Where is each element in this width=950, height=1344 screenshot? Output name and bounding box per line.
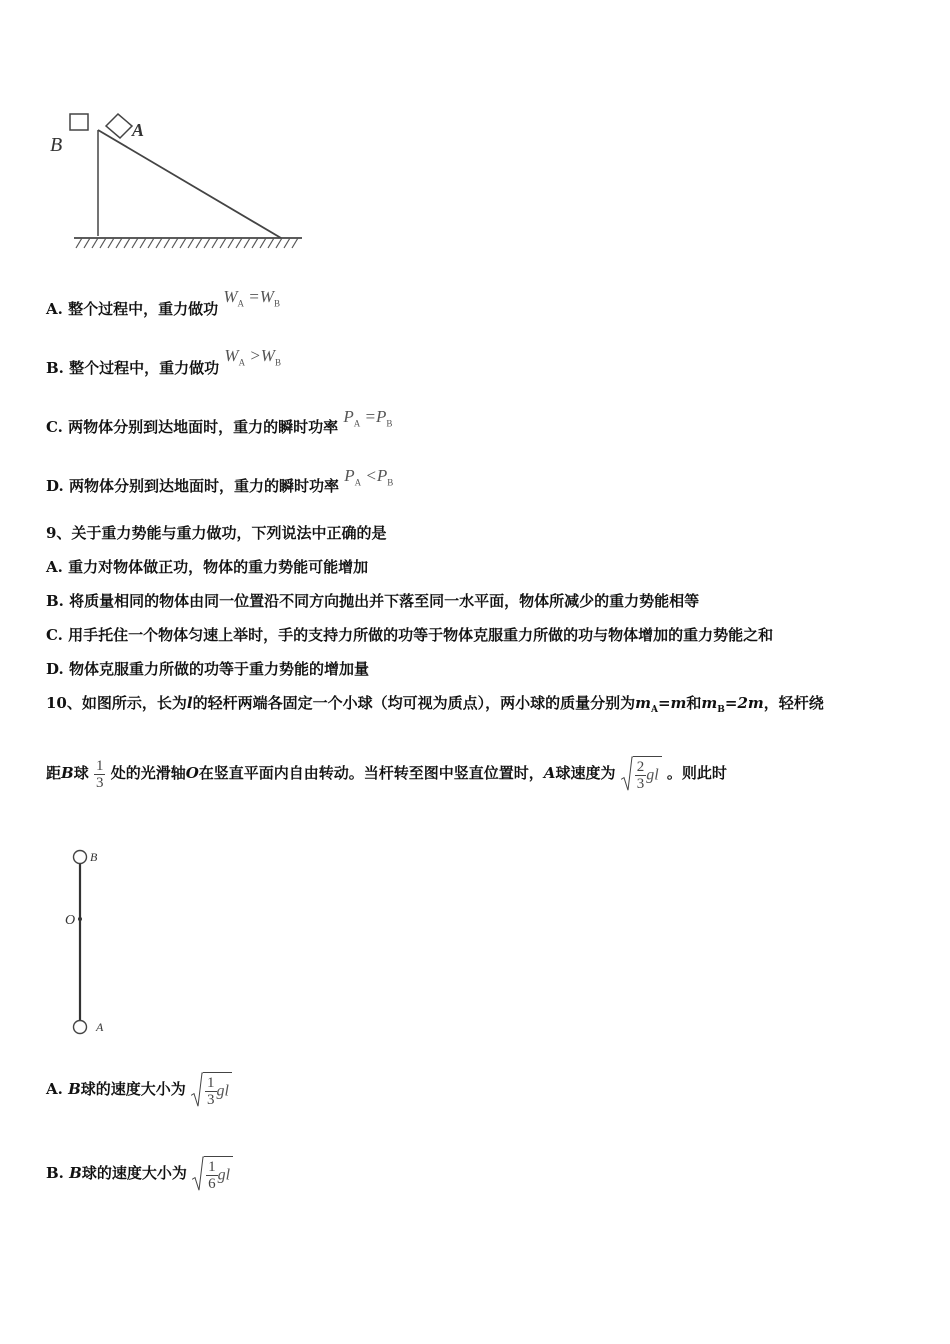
axis-o: [78, 917, 82, 921]
formula: $W_A =W_B$: [223, 287, 280, 309]
option-letter: A.: [46, 300, 63, 318]
option-text: 将质量相同的物体由同一位置沿不同方向抛出并下落至同一水平面，物体所减少的重力势能相等: [69, 592, 700, 610]
label-a: A: [132, 120, 145, 140]
q9-option-d[interactable]: [46, 658, 369, 679]
option-text: 两物体分别到达地面时，重力的瞬时功率: [68, 477, 339, 495]
q8-option-c[interactable]: [46, 407, 393, 438]
formula: $P_A <P_B$: [344, 466, 394, 488]
q9-option-b[interactable]: [46, 590, 699, 611]
label-b: B: [50, 134, 63, 156]
fraction-one-third: $\frac{1}{3}$: [95, 757, 104, 791]
option-text: 整个过程中，重力做功: [68, 300, 219, 318]
ball-a: [74, 1021, 87, 1034]
q10-option-a[interactable]: A. B球的速度大小为 $\frac{1}{3}$ gl: [46, 1072, 232, 1108]
option-letter: B.: [46, 1164, 64, 1182]
answer-sqrt: $\frac{1}{3}$ gl: [191, 1072, 232, 1108]
rod-figure: [60, 846, 120, 1040]
q8-option-b[interactable]: [46, 346, 281, 379]
incline-figure: [44, 108, 314, 258]
incline-surface: [98, 130, 281, 238]
option-letter: D.: [46, 660, 64, 678]
option-text: 球的速度大小为: [80, 1080, 186, 1098]
option-letter: B.: [46, 592, 64, 610]
speed-sqrt: $\frac{2}{3}$ gl: [621, 756, 662, 792]
ball-b: [74, 851, 87, 864]
option-text: 用手托住一个物体匀速上举时，手的支持力所做的功等于物体克服重力所做的功与物体增加的重力势能之和: [68, 626, 774, 644]
q10-option-b[interactable]: B. B球的速度大小为 $\frac{1}{6}$ gl: [46, 1156, 233, 1192]
option-letter: C.: [46, 626, 63, 644]
q8-option-d[interactable]: [46, 466, 394, 497]
option-letter: D.: [46, 477, 64, 495]
option-text: 物体克服重力所做的功等于重力势能的增加量: [68, 660, 369, 678]
answer-sqrt: $\frac{1}{6}$ gl: [192, 1156, 233, 1192]
label-a: A: [96, 1020, 104, 1034]
q9-option-a[interactable]: [46, 556, 368, 577]
option-text: 两物体分别到达地面时，重力的瞬时功率: [68, 418, 339, 436]
option-letter: A.: [46, 1080, 63, 1098]
formula: $W_A >W_B$: [224, 346, 281, 368]
option-letter: C.: [46, 418, 63, 436]
q9-option-c[interactable]: [46, 624, 773, 645]
q9-stem: 9、关于重力势能与重力做功，下列说法中正确的是: [46, 524, 387, 542]
block-a: [106, 114, 132, 138]
option-text: 球的速度大小为: [81, 1164, 187, 1182]
radical-icon: [191, 1072, 203, 1108]
ground-hatching: [76, 238, 298, 248]
option-letter: B.: [46, 359, 64, 377]
radical-icon: [621, 756, 633, 792]
block-b: [70, 114, 88, 130]
q10-stem-line1: 10、如图所示，长为l的轻杆两端各固定一个小球（均可视为质点），两小球的质量分别为$m_A=m$和$m_B=2m$，轻杆绕: [46, 694, 824, 715]
label-o: O: [65, 913, 76, 928]
formula: $P_A =P_B$: [343, 407, 393, 429]
option-text: 重力对物体做正功，物体的重力势能可能增加: [68, 558, 369, 576]
q8-option-a[interactable]: [46, 287, 280, 320]
option-letter: A.: [46, 558, 63, 576]
q10-stem-line2: 距B球 $\frac{1}{3}$ 处的光滑轴O在竖直平面内自由转动。当杆转至图中竖直位置时，A球速度为 $\frac{2}{3}$ gl 。则此时: [46, 757, 727, 792]
label-b: B: [90, 850, 98, 864]
option-text: 整个过程中，重力做功: [69, 359, 220, 377]
radical-icon: [192, 1156, 204, 1192]
